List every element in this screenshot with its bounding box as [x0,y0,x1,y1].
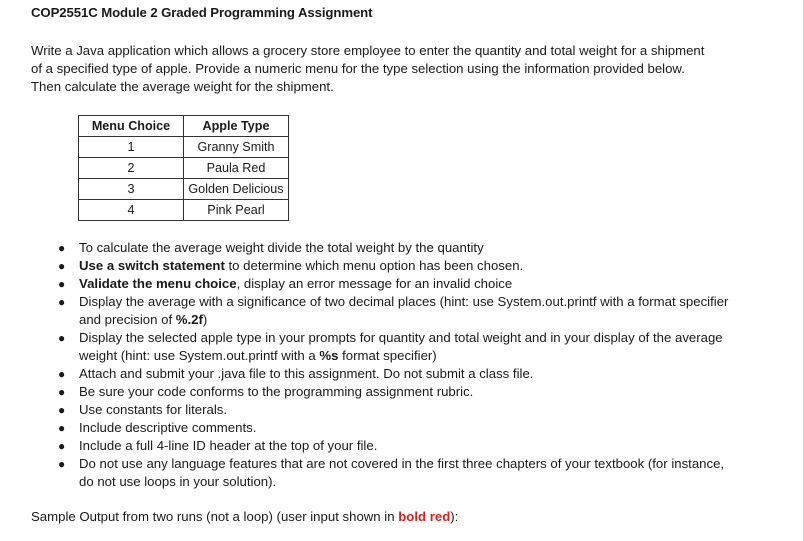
bullet-icon: ● [58,295,66,309]
requirement-text-cont [79,347,770,365]
list-item [0,437,770,455]
intro-line: of a specified type of apple. Provide a numeric menu for the type selection using the information provided below. [31,61,685,76]
menu-choice-cell: 4 [79,200,184,221]
bullet-icon: ● [58,259,66,273]
bullet-icon: ● [58,457,66,471]
requirement-rest: weight (hint: use System.out.printf with a [79,348,320,363]
apple-type-cell: Paula Red [184,158,289,179]
format-specifier: %s [319,348,339,363]
requirement-text [79,257,770,275]
requirement-rest: to determine which menu option has been chosen. [224,258,524,273]
menu-choice-cell: 1 [79,137,184,158]
sample-output-caption [31,509,458,524]
list-item [0,239,770,257]
caption-text: Sample Output from two runs (not a loop) (user input shown in [31,509,399,524]
requirement-text: Display the selected apple type in your prompts for quantity and total weight and in your display of the average [79,330,723,345]
bullet-icon: ● [58,385,66,399]
list-item [0,293,770,329]
list-item [0,383,770,401]
header-apple-type: Apple Type [184,116,289,137]
bullet-icon: ● [58,331,66,345]
intro-line: Then calculate the average weight for the shipment. [31,79,334,94]
requirements-list [0,239,770,491]
bullet-icon: ● [58,367,66,381]
menu-choice-cell: 2 [79,158,184,179]
format-specifier: %.2f [175,312,203,327]
list-item [0,329,770,365]
requirement-text: Include descriptive comments. [79,420,257,435]
apple-type-cell: Golden Delicious [184,179,289,200]
caption-red-text: bold red [398,509,451,524]
list-item [0,401,770,419]
table-row [79,158,289,179]
bullet-icon: ● [58,241,66,255]
bullet-icon: ● [58,439,66,453]
bullet-icon: ● [58,277,66,291]
assignment-title: COP2551C Module 2 Graded Programming Assignment [31,5,373,20]
requirement-bold: Use a switch statement [79,258,225,273]
table-row [79,179,289,200]
requirement-rest: format specifier) [338,348,437,363]
requirement-text: Be sure your code conforms to the programming assignment rubric. [79,384,474,399]
menu-choice-cell: 3 [79,179,184,200]
intro-paragraph [31,42,771,96]
table-row [79,200,289,221]
requirement-text: Do not use any language features that are not covered in the first three chapters of your textbook (for instance, [79,456,725,471]
list-item [0,365,770,383]
requirement-text: Attach and submit your .java file to this assignment. Do not submit a class file. [79,366,534,381]
requirement-rest: ) [202,312,208,327]
requirement-text: Include a full 4-line ID header at the top of your file. [79,438,378,453]
requirement-text [79,275,770,293]
bullet-icon: ● [58,403,66,417]
requirement-text-cont: do not use loops in your solution). [79,474,277,489]
apple-type-cell: Pink Pearl [184,200,289,221]
requirement-bold: Validate the menu choice [79,276,237,291]
apple-type-cell: Granny Smith [184,137,289,158]
caption-text: ): [450,509,459,524]
table-row [79,137,289,158]
requirement-rest: and precision of [79,312,176,327]
list-item [0,455,770,491]
apple-menu-table [78,115,289,221]
list-item [0,257,770,275]
table-header-row [79,116,289,137]
requirement-text: To calculate the average weight divide the total weight by the quantity [79,240,484,255]
header-menu-choice: Menu Choice [79,116,184,137]
requirement-text: Display the average with a significance of two decimal places (hint: use System.out.printf with a format specifier [79,294,729,309]
list-item [0,419,770,437]
intro-line: Write a Java application which allows a grocery store employee to enter the quantity and total weight for a shipment [31,43,705,58]
list-item [0,275,770,293]
requirement-text: Use constants for literals. [79,402,228,417]
bullet-icon: ● [58,421,66,435]
requirement-text-cont [79,311,770,329]
requirement-rest: , display an error message for an invalid choice [236,276,513,291]
